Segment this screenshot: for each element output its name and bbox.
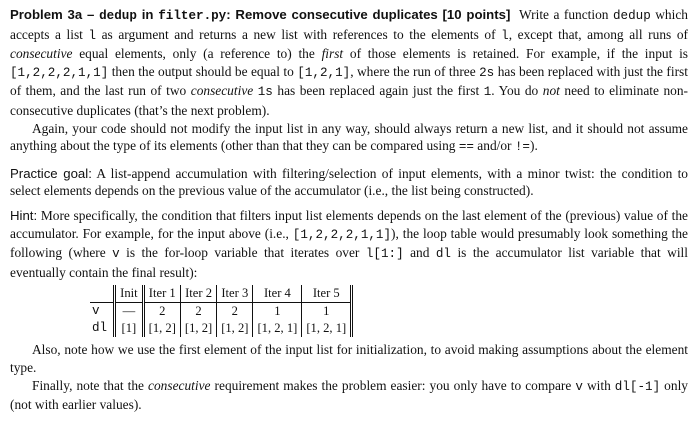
table-cell: 2 — [143, 303, 180, 321]
code-dedup: dedup — [612, 9, 651, 23]
table-cell: 1 — [302, 303, 352, 321]
code-l: l — [88, 28, 97, 43]
code-example-output: [1,2,1] — [297, 65, 351, 80]
table-cell: [1, 2] — [217, 320, 253, 337]
loop-table-container — [10, 285, 688, 337]
table-cell: 2 — [180, 303, 216, 321]
header-cell: Init — [115, 285, 144, 303]
heading-prefix: Problem 3a – — [10, 7, 100, 22]
table-cell: [1, 2] — [143, 320, 180, 337]
code-l: l — [501, 28, 509, 43]
hint-paragraph: Hint: More specifically, the condition that filters input list elements depends on the last element of the (previous) value of the accumulator. For example, for the input above (i.e., [1,2,2,2,1,1]), the loop table would presumably look something the following (where v is the for-loop variable that iterates over l[1:] and dl is the accumulator list variable that will eventually contain the final result): — [10, 207, 689, 280]
initialization-note-paragraph: Also, note how we use the first element of the input list for initialization, to avoid making assumptions about the element type. — [10, 342, 688, 375]
table-cell: 1 — [253, 303, 302, 321]
header-cell: Iter 5 — [302, 285, 352, 303]
heading-in-word: in — [136, 7, 159, 22]
problem-heading — [10, 7, 510, 22]
header-cell: Iter 2 — [180, 285, 216, 303]
row-label-v: v — [90, 303, 115, 321]
hint-label: Hint: — [10, 207, 38, 223]
header-cell: Iter 1 — [143, 285, 180, 303]
problem-document — [10, 6, 688, 414]
practice-goal-paragraph: Practice goal: A list-append accumulation with filtering/selection of input elements, with a minor twist: the condition to select elements depends on the previous value of the accumulator (i.e., the list being constructed). — [10, 165, 688, 199]
table-cell: [1, 2, 1] — [253, 320, 302, 337]
problem-paragraph-1: Problem 3a – dedup in filter.py: Remove consecutive duplicates [10 points] Write a function dedup which accepts a list l as argument and returns a new list with references to the elements of l, except that, among all runs of consecutive equal elements, only (a reference to) the first of those elements is retained. For example, if the input is [1,2,2,2,1,1] then the output should be equal to [1,2,1], where the run of three 2s has been replaced with just the first of them, and the last run of two consecutive 1s has been replaced again just the first 1. You do not need to eliminate non-consecutive duplicates (that’s the next problem). — [10, 7, 689, 118]
problem-paragraph-2: Again, your code should not modify the input list in any way, should always return a new list, and it should not assume anything about the type of its elements (other than that they can be compared using == and/or !=). — [10, 120, 688, 155]
header-cell: Iter 3 — [217, 285, 253, 303]
heading-rest: : Remove consecutive duplicates [10 points] — [226, 7, 511, 22]
header-cell: Iter 4 — [253, 285, 302, 303]
table-cell: [1] — [115, 320, 144, 337]
code-example-input: [1,2,2,2,1,1] — [10, 65, 109, 80]
row-label-dl: dl — [90, 320, 115, 337]
table-cell: [1, 2] — [180, 320, 216, 337]
loop-table-row-v — [90, 303, 352, 321]
loop-table-row-dl — [90, 320, 352, 337]
table-cell: [1, 2, 1] — [302, 320, 352, 337]
heading-function-name: dedup — [99, 9, 137, 23]
final-note-paragraph: Finally, note that the consecutive requirement makes the problem easier: you only have to compare v with dl[-1] only (not with earlier values). — [10, 377, 688, 413]
loop-table — [90, 285, 353, 337]
heading-file-name: filter.py — [158, 9, 227, 23]
table-cell: 2 — [217, 303, 253, 321]
practice-goal-label: Practice goal: — [10, 165, 92, 181]
loop-table-header-row — [90, 285, 352, 303]
table-cell: — — [115, 303, 144, 321]
